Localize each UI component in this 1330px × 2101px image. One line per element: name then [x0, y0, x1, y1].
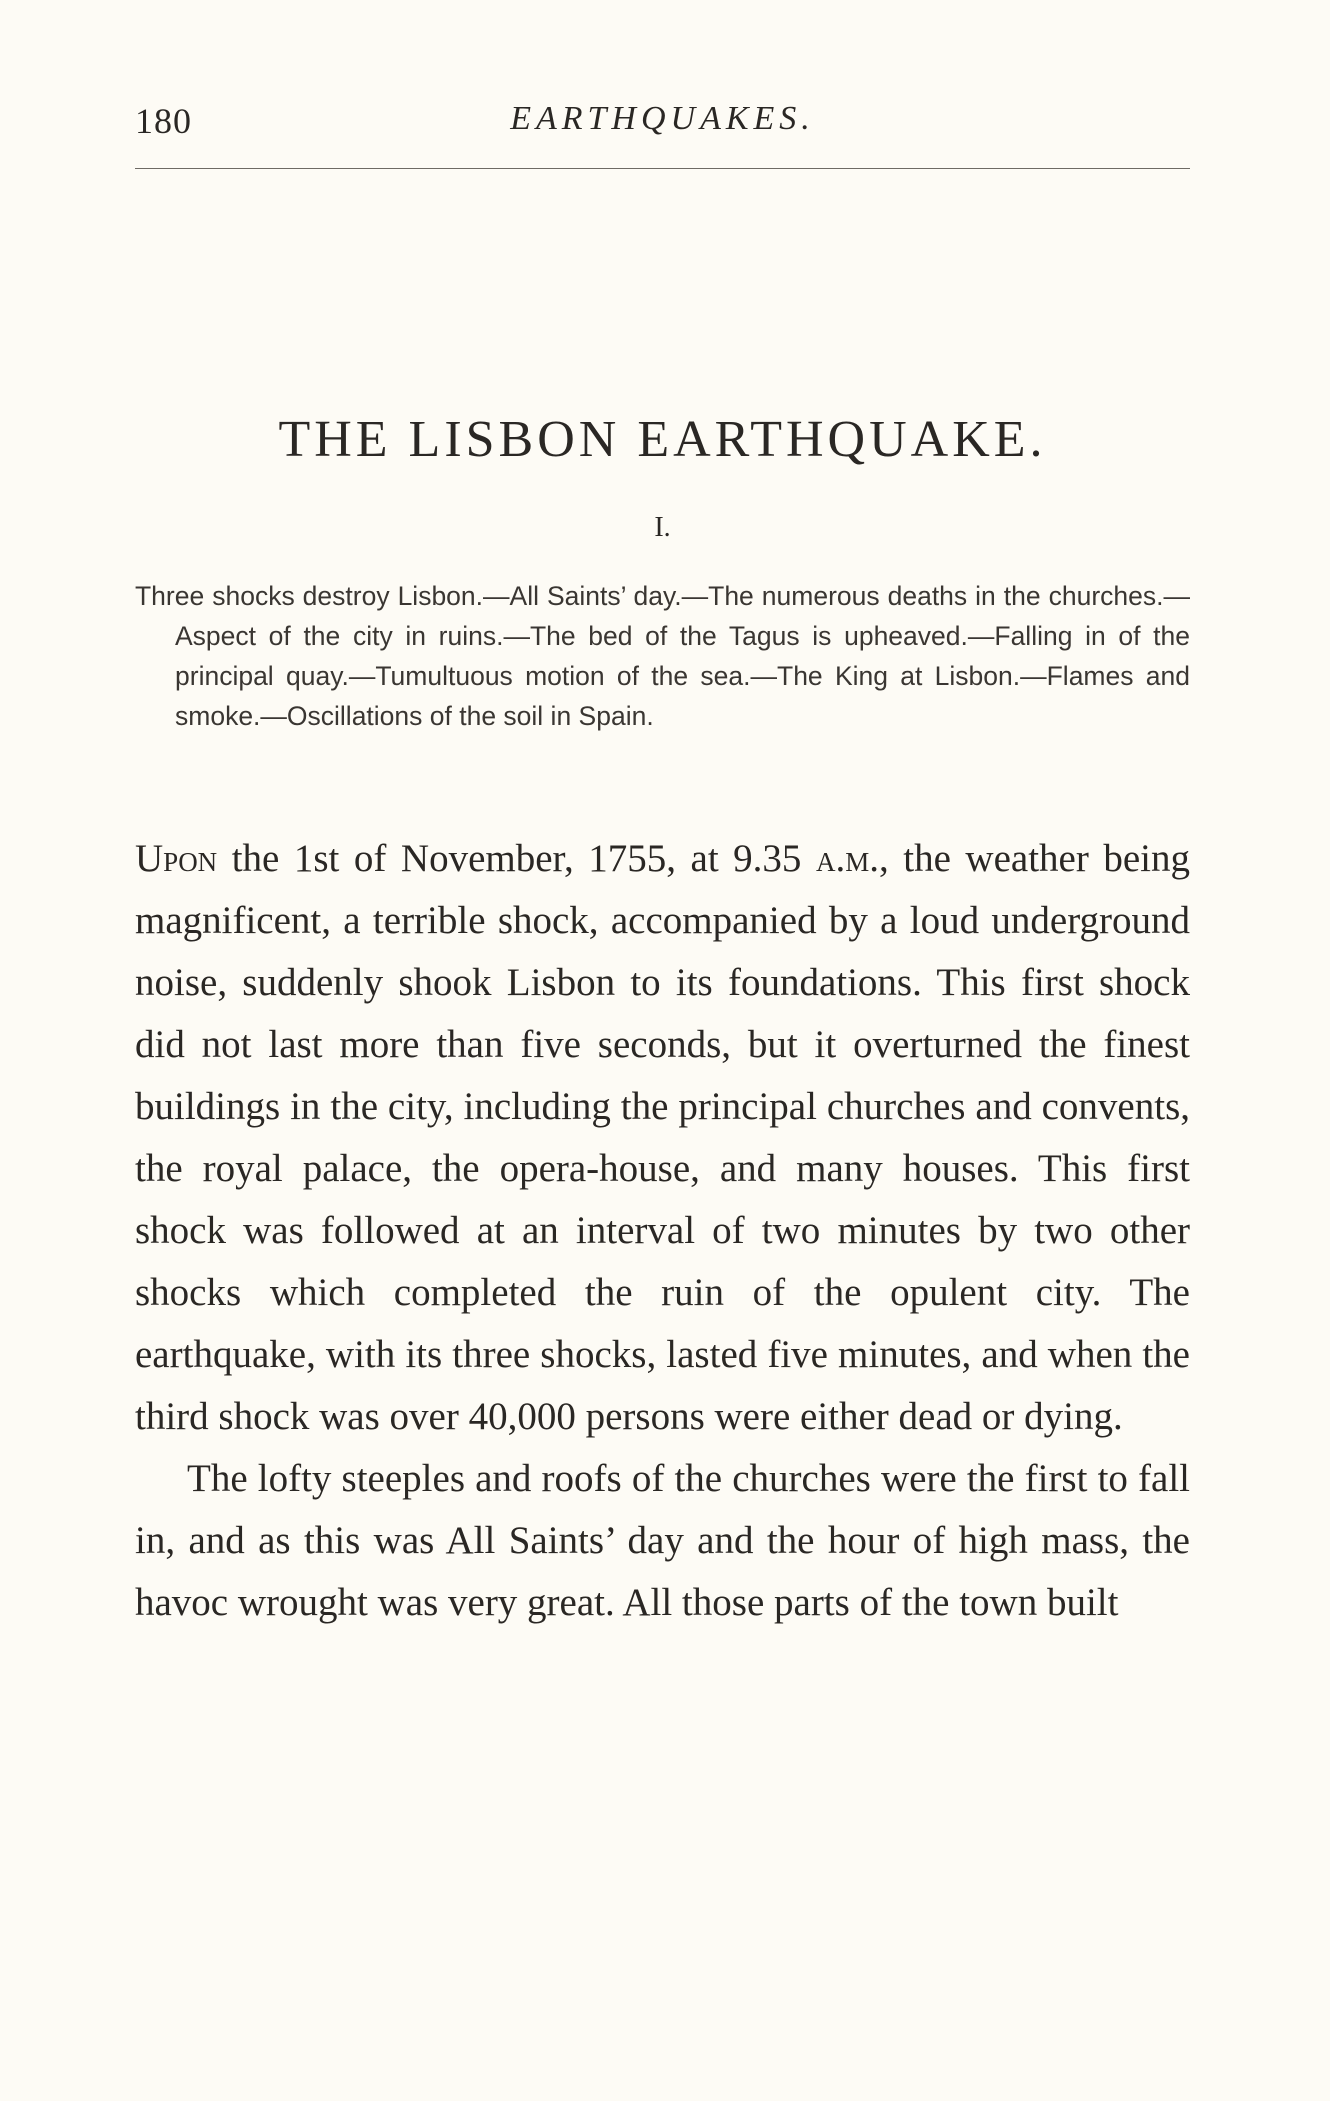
paragraph-2: The lofty steeples and roofs of the churches were the first to fall in, and as this was All Saints’ day and the hour of high mass, the havoc wrought was very great. All those parts of the town built — [135, 1457, 1190, 1624]
time-suffix: a.m. — [815, 837, 879, 880]
lead-smallcaps: pon — [163, 837, 218, 880]
paragraph-1 — [135, 828, 1190, 1448]
date-text: the 1st of November, 1755, at 9.35 — [217, 837, 816, 880]
paragraph-1-rest: , the weather being magnificent, a terrible shock, accompanied by a loud underground noise, suddenly shook Lisbon to its foundations. This first shock did not last more than five seconds, but it overturned the finest buildings in the city, including the principal churches and convents, the royal palace, the opera-house, and many houses. This first shock was followed at an interval of two minutes by two other shocks which completed the ruin of the opulent city. The earthquake, with its three shocks, lasted five minutes, and when the third shock was over 40,000 persons were either dead or dying. — [135, 837, 1190, 1438]
header-rule — [135, 168, 1190, 169]
lead-initial: U — [135, 837, 164, 880]
running-head — [135, 100, 1190, 160]
chapter-title: THE LISBON EARTHQUAKE. — [278, 411, 1047, 468]
running-title: EARTHQUAKES. — [510, 100, 815, 137]
body-text — [135, 828, 1190, 1634]
section-numeral: I. — [654, 512, 671, 543]
chapter-synopsis: Three shocks destroy Lisbon.—All Saints’ day.—The numerous deaths in the churches.—Aspect of the city in ruins.—The bed of the Tagus is upheaved.—Falling in of the principal quay.—Tumultuous motion of the sea.—The King at Lisbon.—Flames and smoke.—Oscillations of the soil in Spain. — [135, 581, 1190, 731]
page-number: 180 — [135, 101, 192, 141]
